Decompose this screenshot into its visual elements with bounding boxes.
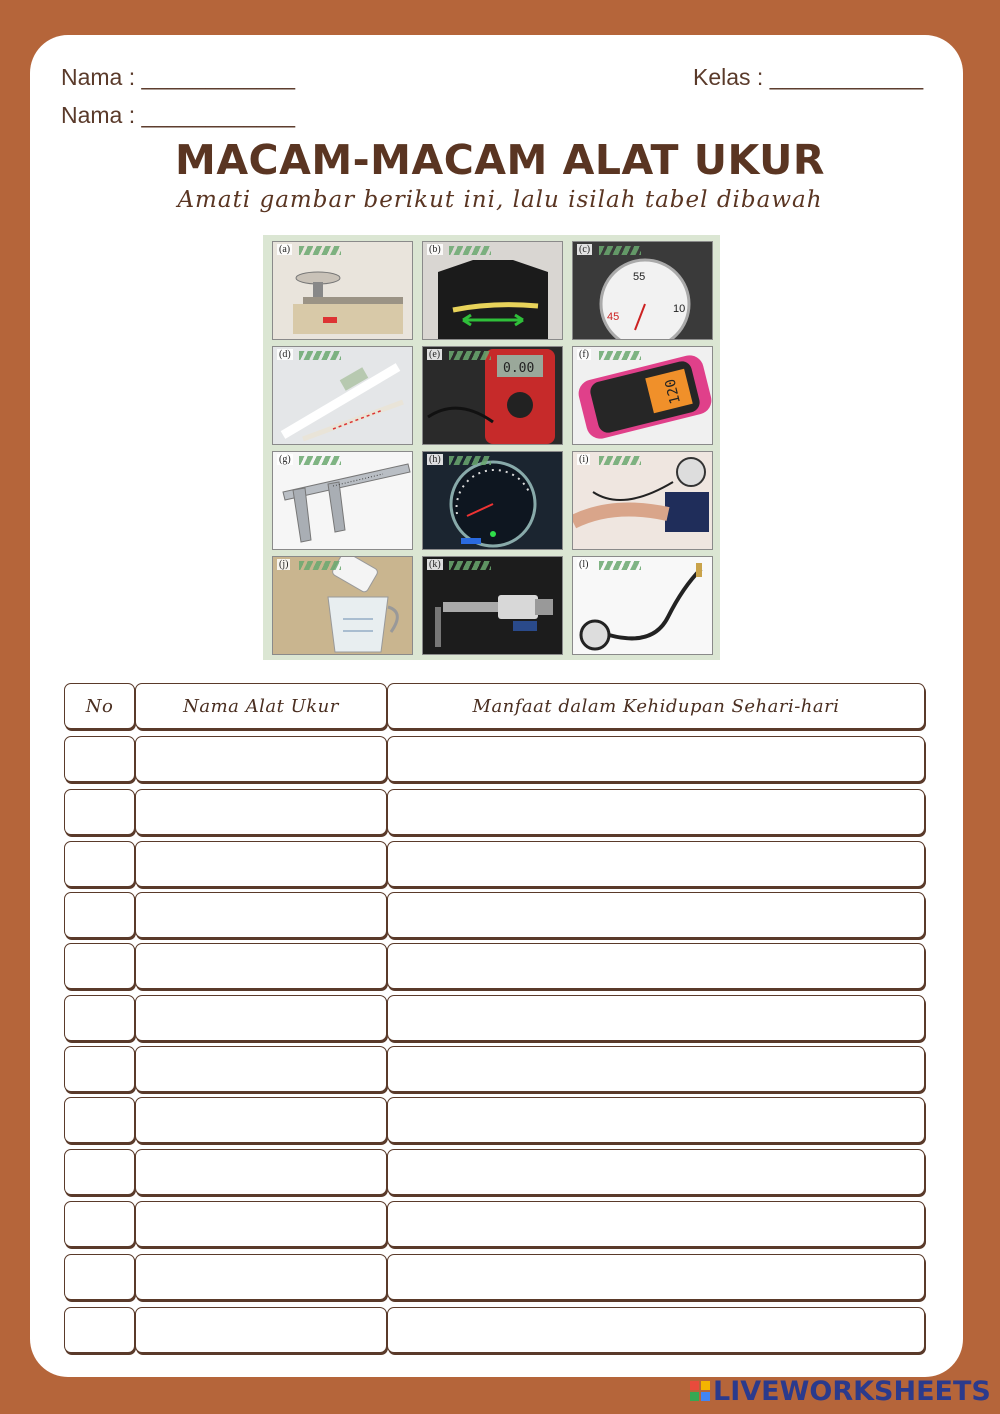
panel-k: [422, 556, 563, 655]
panel-label: (l): [579, 559, 589, 570]
page-subtitle: Amati gambar berikut ini, lalu isilah tabel dibawah: [177, 187, 823, 213]
panel-label: (g): [279, 454, 291, 465]
cell-no[interactable]: [64, 943, 135, 989]
panel-l: [572, 556, 713, 655]
class-field[interactable]: Kelas : ____________: [693, 64, 924, 90]
panel-label: (k): [429, 559, 441, 570]
cell-tool-name[interactable]: [135, 789, 387, 835]
cell-tool-name[interactable]: [135, 995, 387, 1041]
svg-text:10: 10: [673, 303, 686, 315]
panel-label: (f): [579, 349, 589, 360]
cell-no[interactable]: [64, 1149, 135, 1195]
panel-stripes: [299, 351, 341, 360]
cell-benefit[interactable]: [387, 1201, 925, 1247]
cell-tool-name[interactable]: [135, 943, 387, 989]
cell-benefit[interactable]: [387, 789, 925, 835]
cell-no[interactable]: [64, 1097, 135, 1143]
cell-tool-name[interactable]: [135, 841, 387, 887]
panel-label: (b): [429, 244, 441, 255]
header-no: No: [64, 683, 135, 729]
cell-no[interactable]: [64, 1307, 135, 1353]
svg-text:45: 45: [607, 311, 620, 323]
cell-no[interactable]: [64, 995, 135, 1041]
name-field-1[interactable]: Nama : ____________: [61, 64, 296, 90]
panel-stripes: [599, 246, 641, 255]
panel-f: [572, 346, 713, 445]
panel-stripes: [449, 246, 491, 255]
svg-text:55: 55: [633, 271, 646, 283]
stopwatch-icon: [573, 242, 712, 339]
header-tool-name: Nama Alat Ukur: [135, 683, 387, 729]
thermometer-icon: [273, 347, 412, 444]
panel-label: (i): [579, 454, 589, 465]
liveworksheets-watermark: [690, 1376, 991, 1406]
panel-label: (j): [279, 559, 289, 570]
liveworksheets-logo-icon: [690, 1381, 710, 1401]
cell-benefit[interactable]: [387, 1254, 925, 1300]
panel-stripes: [299, 456, 341, 465]
panel-stripes: [599, 351, 641, 360]
watermark-text: LIVEWORKSHEETS: [713, 1375, 991, 1407]
cell-no[interactable]: [64, 1046, 135, 1092]
panel-stripes: [299, 561, 341, 570]
panel-label: (e): [429, 349, 441, 360]
cell-benefit[interactable]: [387, 1149, 925, 1195]
panel-i: [572, 451, 713, 550]
svg-text:0.00: 0.00: [503, 361, 535, 376]
svg-text:120: 120: [662, 377, 685, 406]
measuring-cup-icon: [273, 557, 412, 654]
panel-stripes: [299, 246, 341, 255]
cell-no[interactable]: [64, 892, 135, 938]
panel-g: [272, 451, 413, 550]
name-field-2[interactable]: Nama : ____________: [61, 102, 296, 128]
panel-j: [272, 556, 413, 655]
cell-benefit[interactable]: [387, 995, 925, 1041]
cell-tool-name[interactable]: [135, 1201, 387, 1247]
panel-h: [422, 451, 563, 550]
cell-benefit[interactable]: [387, 1307, 925, 1353]
cell-benefit[interactable]: [387, 1046, 925, 1092]
panel-c: [572, 241, 713, 340]
cell-tool-name[interactable]: [135, 1149, 387, 1195]
panel-stripes: [599, 561, 641, 570]
cell-no[interactable]: [64, 736, 135, 782]
cell-benefit[interactable]: [387, 841, 925, 887]
panel-e: [422, 346, 563, 445]
cell-tool-name[interactable]: [135, 1097, 387, 1143]
measuring-tools-figure: [263, 235, 720, 660]
panel-d: [272, 346, 413, 445]
header-benefit: Manfaat dalam Kehidupan Sehari-hari: [387, 683, 925, 729]
panel-a: [272, 241, 413, 340]
cell-no[interactable]: [64, 1201, 135, 1247]
multimeter-icon: [423, 347, 562, 444]
cell-tool-name[interactable]: [135, 736, 387, 782]
caliper-icon: [273, 452, 412, 549]
panel-label: (c): [579, 244, 591, 255]
cell-benefit[interactable]: [387, 736, 925, 782]
measuring-tape-icon: [423, 242, 562, 339]
panel-label: (a): [279, 244, 291, 255]
cell-benefit[interactable]: [387, 1097, 925, 1143]
panel-stripes: [449, 351, 491, 360]
sound-level-meter-icon: [573, 347, 712, 444]
cell-tool-name[interactable]: [135, 1254, 387, 1300]
cell-no[interactable]: [64, 1254, 135, 1300]
panel-stripes: [449, 456, 491, 465]
panel-label: (h): [429, 454, 441, 465]
cell-benefit[interactable]: [387, 892, 925, 938]
panel-stripes: [449, 561, 491, 570]
panel-label: (d): [279, 349, 291, 360]
panel-stripes: [599, 456, 641, 465]
sphygmomanometer-icon: [573, 452, 712, 549]
balance-scale-icon: [273, 242, 412, 339]
tire-pressure-gauge-icon: [573, 557, 712, 654]
cell-tool-name[interactable]: [135, 892, 387, 938]
page-title: MACAM-MACAM ALAT UKUR: [175, 136, 825, 184]
micrometer-icon: [423, 557, 562, 654]
cell-no[interactable]: [64, 789, 135, 835]
cell-benefit[interactable]: [387, 943, 925, 989]
cell-tool-name[interactable]: [135, 1046, 387, 1092]
cell-tool-name[interactable]: [135, 1307, 387, 1353]
cell-no[interactable]: [64, 841, 135, 887]
speedometer-icon: [423, 452, 562, 549]
panel-b: [422, 241, 563, 340]
